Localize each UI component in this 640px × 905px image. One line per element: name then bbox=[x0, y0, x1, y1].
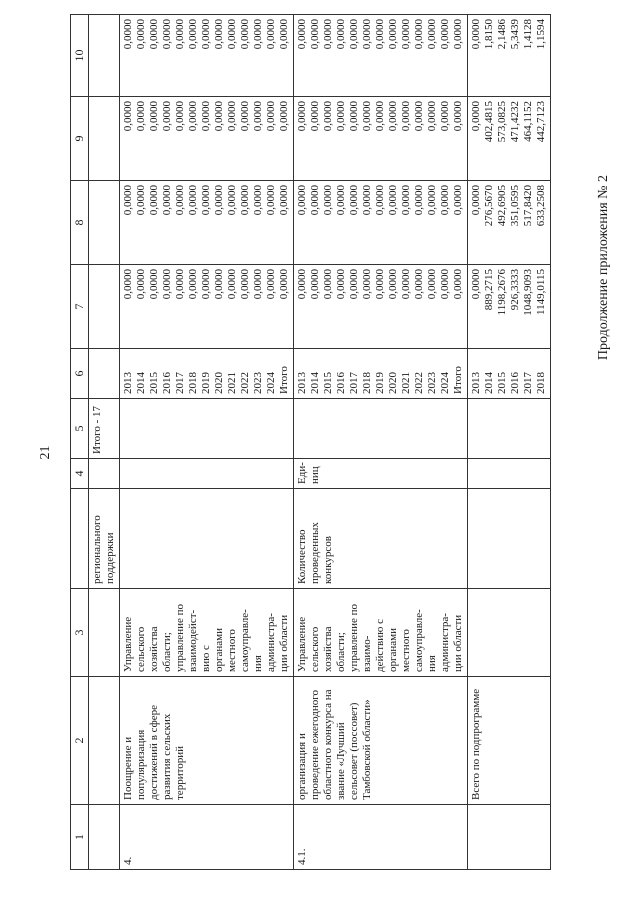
row-unit bbox=[89, 459, 120, 489]
row-number: 4. bbox=[120, 805, 294, 870]
row-years: 2013 2014 2015 2016 2017 2018 2019 2020 2021 2022 2023 2024 Итого bbox=[294, 349, 468, 399]
table-row bbox=[89, 15, 120, 870]
row-col10 bbox=[89, 15, 120, 97]
header-cell: 3 bbox=[71, 589, 89, 677]
row-value bbox=[294, 399, 468, 459]
row-years: 2013 2014 2015 2016 2017 2018 bbox=[468, 349, 551, 399]
header-cell: 10 bbox=[71, 15, 89, 97]
row-unit bbox=[468, 459, 551, 489]
row-value bbox=[468, 399, 551, 459]
row-name bbox=[89, 677, 120, 805]
row-col10: 0,0000 1,8150 2,1486 5,3439 1,4128 1,1594 bbox=[468, 15, 551, 97]
row-name: Всего по подпрограмме bbox=[468, 677, 551, 805]
row-col7: 0,0000 0,0000 0,0000 0,0000 0,0000 0,0000 0,0000 0,0000 0,0000 0,0000 0,0000 0,0000 0,0000 bbox=[294, 265, 468, 349]
table-row bbox=[120, 15, 294, 870]
row-indicator: регионального поддержки bbox=[89, 489, 120, 589]
row-executor bbox=[89, 589, 120, 677]
row-col8: 0,0000 0,0000 0,0000 0,0000 0,0000 0,0000 0,0000 0,0000 0,0000 0,0000 0,0000 0,0000 0,0000 bbox=[294, 181, 468, 265]
row-value bbox=[120, 399, 294, 459]
row-col9: 0,0000 0,0000 0,0000 0,0000 0,0000 0,0000 0,0000 0,0000 0,0000 0,0000 0,0000 0,0000 0,0000 bbox=[294, 97, 468, 181]
row-unit: Еди- ниц bbox=[294, 459, 468, 489]
row-col9: 0,0000 0,0000 0,0000 0,0000 0,0000 0,0000 0,0000 0,0000 0,0000 0,0000 0,0000 0,0000 0,0000 bbox=[120, 97, 294, 181]
row-indicator bbox=[120, 489, 294, 589]
row-col7: 0,0000 889,2715 1198,2676 926,3333 1048,9093 1149,0115 bbox=[468, 265, 551, 349]
row-col8: 0,0000 276,5670 492,6905 351,0595 517,8420 633,2508 bbox=[468, 181, 551, 265]
row-indicator bbox=[468, 489, 551, 589]
header-cell: 5 bbox=[71, 399, 89, 459]
header-cell: 9 bbox=[71, 97, 89, 181]
row-col8: 0,0000 0,0000 0,0000 0,0000 0,0000 0,0000 0,0000 0,0000 0,0000 0,0000 0,0000 0,0000 0,0000 bbox=[120, 181, 294, 265]
header-cell: 2 bbox=[71, 677, 89, 805]
row-executor: Управление сельского хозяйства области; управление по взаимодейст- вию с органами местного самоуправле- ния администра- ции области bbox=[120, 589, 294, 677]
row-indicator: Количество проведенных конкурсов bbox=[294, 489, 468, 589]
row-executor bbox=[468, 589, 551, 677]
table-row bbox=[468, 15, 551, 870]
header-cell: 1 bbox=[71, 805, 89, 870]
header-cell: 4 bbox=[71, 459, 89, 489]
page-number: 21 bbox=[38, 445, 53, 460]
table-row bbox=[294, 15, 468, 870]
row-name: организация и проведение ежегодного областного конкурса на звание «Лучший сельсовет (поссовет) Тамбовской области» bbox=[294, 677, 468, 805]
row-name: Поощрение и популяризация достижений в сфере развития сельских территорий bbox=[120, 677, 294, 805]
row-col9: 0,0000 402,4815 573,0825 471,4232 464,1152 442,7123 bbox=[468, 97, 551, 181]
continuation-title: Продолжение приложения № 2 bbox=[596, 175, 611, 361]
row-value: Итого - 17 bbox=[89, 399, 120, 459]
row-years: 2013 2014 2015 2016 2017 2018 2019 2020 2021 2022 2023 2024 Итого bbox=[120, 349, 294, 399]
row-col7 bbox=[89, 265, 120, 349]
row-col7: 0,0000 0,0000 0,0000 0,0000 0,0000 0,0000 0,0000 0,0000 0,0000 0,0000 0,0000 0,0000 0,0000 bbox=[120, 265, 294, 349]
row-years bbox=[89, 349, 120, 399]
header-cell: 6 bbox=[71, 349, 89, 399]
row-col10: 0,0000 0,0000 0,0000 0,0000 0,0000 0,0000 0,0000 0,0000 0,0000 0,0000 0,0000 0,0000 0,0000 bbox=[120, 15, 294, 97]
row-unit bbox=[120, 459, 294, 489]
row-number bbox=[89, 805, 120, 870]
row-number bbox=[468, 805, 551, 870]
row-executor: Управление сельского хозяйства области; управление по взаимо- действию с органами местного самоуправле- ния администра- ции области bbox=[294, 589, 468, 677]
header-row bbox=[71, 15, 89, 870]
row-col10: 0,0000 0,0000 0,0000 0,0000 0,0000 0,0000 0,0000 0,0000 0,0000 0,0000 0,0000 0,0000 0,0000 bbox=[294, 15, 468, 97]
row-col8 bbox=[89, 181, 120, 265]
header-cell: 7 bbox=[71, 265, 89, 349]
row-col9 bbox=[89, 97, 120, 181]
header-cell: 8 bbox=[71, 181, 89, 265]
program-table bbox=[70, 14, 551, 870]
row-number: 4.1. bbox=[294, 805, 468, 870]
header-cell bbox=[71, 489, 89, 589]
